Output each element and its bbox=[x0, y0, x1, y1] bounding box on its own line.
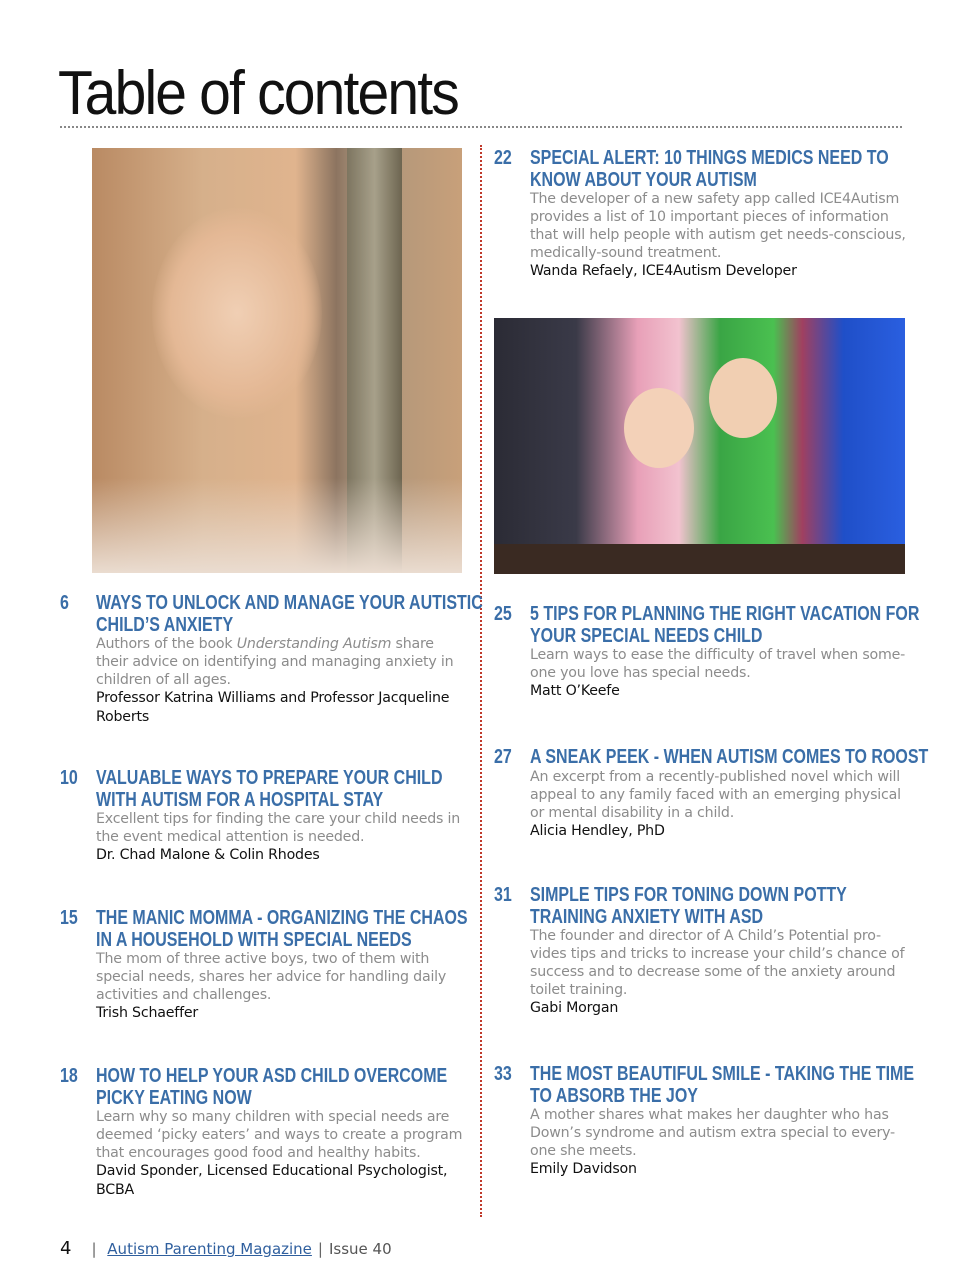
description-text: Excellent tips for finding the care your child needs in bbox=[96, 811, 461, 827]
entry-title-line: PICKY EATING NOW bbox=[96, 1085, 252, 1109]
entry-title-line: YOUR SPECIAL NEEDS CHILD bbox=[530, 623, 763, 647]
entry-description bbox=[530, 768, 914, 822]
description-text: that encourages good food and healthy habits. bbox=[96, 1145, 421, 1161]
entry-title[interactable] bbox=[530, 1062, 915, 1107]
entry-title-line: 5 TIPS FOR PLANNING THE RIGHT VACATION FOR bbox=[530, 602, 920, 625]
entry-page-number: 10 bbox=[60, 767, 78, 789]
entry-page-number: 22 bbox=[494, 147, 512, 169]
entry-page-number: 6 bbox=[60, 592, 69, 614]
entry-author bbox=[96, 1004, 480, 1023]
description-text: provides a list of 10 important pieces of information bbox=[530, 209, 889, 225]
entry-description bbox=[96, 950, 480, 1004]
entry-title-line: IN A HOUSEHOLD WITH SPECIAL NEEDS bbox=[96, 927, 412, 951]
description-text: one you love has special needs. bbox=[530, 665, 751, 681]
description-text: success and to decrease some of the anxiety around bbox=[530, 964, 896, 980]
entry-title[interactable] bbox=[96, 1065, 455, 1108]
entry-title[interactable] bbox=[96, 906, 468, 951]
description-text: deemed ‘picky eaters’ and ways to create a program bbox=[96, 1127, 463, 1143]
entry-page-number: 18 bbox=[60, 1065, 78, 1087]
entry-title-line: THE MANIC MOMMA - ORGANIZING THE CHAOS bbox=[96, 906, 468, 929]
entry-page-number: 25 bbox=[494, 603, 512, 625]
author-line: Wanda Refaely, ICE4Autism Developer bbox=[530, 263, 797, 279]
entry-title-line: SIMPLE TIPS FOR TONING DOWN POTTY bbox=[530, 883, 847, 906]
description-text: A mother shares what makes her daughter who has bbox=[530, 1107, 889, 1123]
author-line: Roberts bbox=[96, 709, 150, 725]
footer-separator: | bbox=[317, 1240, 323, 1258]
description-text: The mom of three active boys, two of them with bbox=[96, 951, 430, 967]
entry-author bbox=[530, 1160, 914, 1179]
entry-title-line: A SNEAK PEEK - WHEN AUTISM COMES TO ROOST bbox=[530, 745, 929, 768]
toc-entry[interactable] bbox=[494, 745, 929, 841]
description-text: An excerpt from a recently-published novel which will bbox=[530, 769, 900, 785]
magazine-link[interactable]: Autism Parenting Magazine bbox=[107, 1240, 312, 1258]
entry-description bbox=[96, 1108, 480, 1162]
entry-description bbox=[530, 190, 914, 262]
entry-title-line: KNOW ABOUT YOUR AUTISM bbox=[530, 167, 757, 191]
author-line: Gabi Morgan bbox=[530, 1000, 619, 1016]
photo-girl-holding-pole bbox=[92, 148, 462, 573]
entry-author bbox=[96, 1162, 480, 1200]
description-text: Learn ways to ease the difficulty of travel when some- bbox=[530, 647, 906, 663]
entry-title-line: HOW TO HELP YOUR ASD CHILD OVERCOME bbox=[96, 1064, 448, 1087]
toc-entry[interactable] bbox=[60, 1065, 480, 1200]
entry-title-line: WITH AUTISM FOR A HOSPITAL STAY bbox=[96, 787, 384, 811]
entry-description bbox=[96, 635, 480, 689]
description-text: or mental disability in a child. bbox=[530, 805, 735, 821]
toc-entry[interactable] bbox=[494, 602, 920, 701]
entry-description bbox=[530, 1106, 914, 1160]
entry-title[interactable] bbox=[96, 767, 455, 810]
entry-title-line: TRAINING ANXIETY WITH ASD bbox=[530, 904, 764, 928]
description-text: Understanding Autism bbox=[236, 636, 392, 652]
description-text: appeal to any family faced with an emerging physical bbox=[530, 787, 901, 803]
author-line: Emily Davidson bbox=[530, 1161, 637, 1177]
entry-title[interactable] bbox=[530, 147, 889, 190]
toc-entry[interactable] bbox=[494, 1063, 914, 1179]
description-text: Authors of the book bbox=[96, 636, 237, 652]
description-text: Down’s syndrome and autism extra special to every- bbox=[530, 1125, 895, 1141]
description-text: vides tips and tricks to increase your child’s chance of bbox=[530, 946, 905, 962]
entry-description bbox=[530, 927, 914, 999]
entry-author bbox=[530, 682, 914, 701]
toc-entry[interactable] bbox=[60, 767, 480, 865]
description-text: their advice on identifying and managing anxiety in bbox=[96, 654, 454, 670]
entry-title-line: THE MOST BEAUTIFUL SMILE - TAKING THE TIME bbox=[530, 1062, 915, 1085]
entry-title-line: WAYS TO UNLOCK AND MANAGE YOUR AUTISTIC bbox=[96, 591, 483, 614]
page-number: 4 bbox=[60, 1238, 72, 1259]
footer-separator: | bbox=[91, 1240, 97, 1258]
description-text: toilet training. bbox=[530, 982, 628, 998]
entry-description bbox=[530, 646, 914, 682]
description-text: medically-sound treatment. bbox=[530, 245, 722, 261]
entry-description bbox=[96, 810, 480, 846]
entry-title[interactable] bbox=[96, 591, 483, 636]
description-text: one she meets. bbox=[530, 1143, 637, 1159]
description-text: special needs, shares her advice for handling daily bbox=[96, 969, 447, 985]
entry-title[interactable] bbox=[530, 745, 929, 768]
author-line: Alicia Hendley, PhD bbox=[530, 823, 665, 839]
description-text: children of all ages. bbox=[96, 672, 231, 688]
entry-page-number: 33 bbox=[494, 1063, 512, 1085]
description-text: that will help people with autism get needs-conscious, bbox=[530, 227, 906, 243]
entry-author bbox=[530, 822, 914, 841]
entry-page-number: 31 bbox=[494, 884, 512, 906]
author-line: Dr. Chad Malone & Colin Rhodes bbox=[96, 847, 320, 863]
entry-title-line: TO ABSORB THE JOY bbox=[530, 1083, 698, 1107]
photo-children-with-luggage bbox=[494, 318, 905, 574]
toc-entry[interactable] bbox=[60, 591, 483, 727]
author-line: BCBA bbox=[96, 1182, 135, 1198]
toc-entry[interactable] bbox=[60, 907, 480, 1023]
issue-label: Issue 40 bbox=[328, 1240, 392, 1258]
entry-title[interactable] bbox=[530, 884, 889, 927]
toc-entry[interactable] bbox=[494, 884, 914, 1018]
page-title: Table of contents bbox=[58, 59, 458, 128]
entry-page-number: 15 bbox=[60, 907, 78, 929]
entry-title[interactable] bbox=[530, 602, 920, 647]
entry-title-line: VALUABLE WAYS TO PREPARE YOUR CHILD bbox=[96, 766, 443, 789]
description-text: activities and challenges. bbox=[96, 987, 272, 1003]
description-text: share bbox=[391, 636, 434, 652]
entry-author bbox=[530, 999, 914, 1018]
entry-author bbox=[96, 846, 480, 865]
description-text: the event medical attention is needed. bbox=[96, 829, 365, 845]
footer bbox=[60, 1238, 392, 1259]
entry-title-line: SPECIAL ALERT: 10 THINGS MEDICS NEED TO bbox=[530, 146, 889, 169]
entry-author bbox=[96, 689, 480, 727]
column-divider bbox=[480, 145, 482, 1217]
entry-page-number: 27 bbox=[494, 746, 512, 768]
entry-title-line: CHILD’S ANXIETY bbox=[96, 612, 234, 636]
author-line: Matt O’Keefe bbox=[530, 683, 620, 699]
toc-entry[interactable] bbox=[494, 147, 914, 281]
author-line: Trish Schaeffer bbox=[96, 1005, 199, 1021]
description-text: The developer of a new safety app called ICE4Autism bbox=[530, 191, 900, 207]
entry-author bbox=[530, 262, 914, 281]
author-line: David Sponder, Licensed Educational Psychologist, bbox=[96, 1163, 448, 1179]
description-text: Learn why so many children with special needs are bbox=[96, 1109, 450, 1125]
author-line: Professor Katrina Williams and Professor Jacqueline bbox=[96, 690, 450, 706]
title-divider bbox=[60, 126, 902, 128]
description-text: The founder and director of A Child’s Potential pro- bbox=[530, 928, 881, 944]
